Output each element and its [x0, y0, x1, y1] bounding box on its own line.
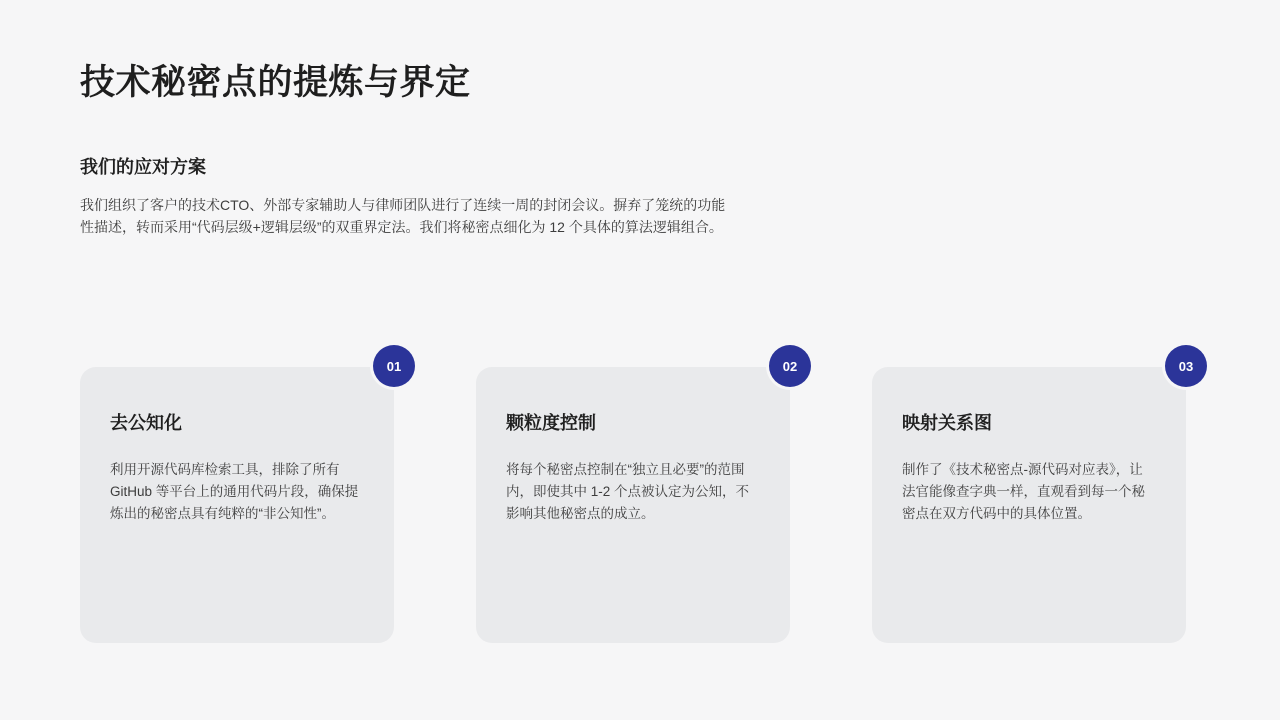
card-title: 去公知化: [110, 413, 182, 433]
card-mapping-diagram: [872, 358, 1194, 643]
card-title: 颗粒度控制: [506, 413, 596, 433]
card-description: 将每个秘密点控制在“独立且必要”的范围内，即使其中 1-2 个点被认定为公知，不影响其他秘密点的成立。: [506, 462, 750, 521]
card-number-badge: 02: [769, 345, 811, 387]
card-description: 制作了《技术秘密点-源代码对应表》，让法官能像查字典一样，直观看到每一个秘密点在双方代码中的具体位置。: [902, 462, 1145, 521]
card-title: 映射关系图: [902, 413, 992, 433]
card-granularity-control: [476, 358, 798, 643]
card-number-badge: 01: [373, 345, 415, 387]
cards-row: [80, 358, 1194, 643]
solution-description: 我们组织了客户的技术CTO、外部专家辅助人与律师团队进行了连续一周的封闭会议。摒弃了笼统的功能性描述，转而采用“代码层级+逻辑层级”的双重界定法。我们将秘密点细化为 12 个具体的算法逻辑组合。: [80, 197, 726, 235]
page-title: 技术秘密点的提炼与界定: [80, 63, 471, 102]
card-description: 利用开源代码库检索工具，排除了所有 GitHub 等平台上的通用代码片段，确保提炼出的秘密点具有纯粹的“非公知性”。: [110, 462, 359, 521]
card-de-publicization: [80, 358, 402, 643]
solution-section: [80, 153, 736, 238]
solution-heading: 我们的应对方案: [80, 157, 206, 177]
card-number-badge: 03: [1165, 345, 1207, 387]
